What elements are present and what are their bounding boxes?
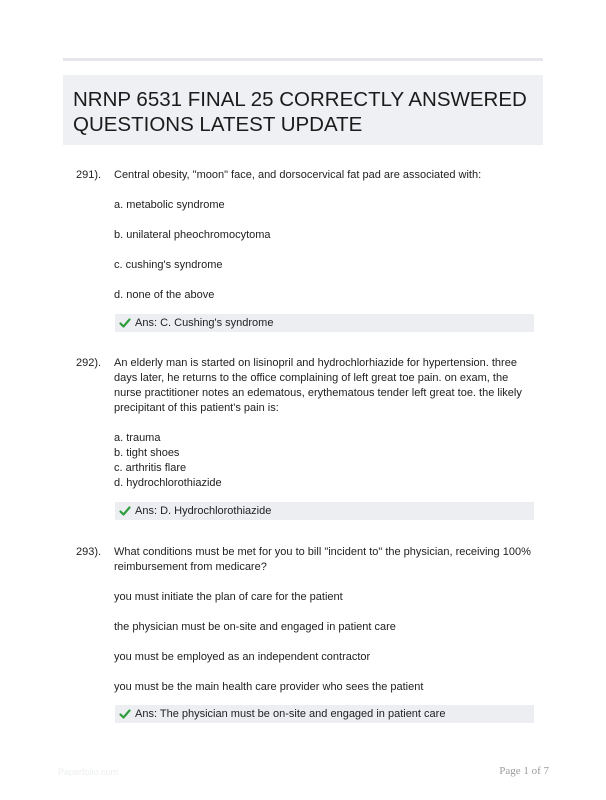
question-stem: An elderly man is started on lisinopril and hydrochlorhiazide for hypertension. three days later, he returns to the office complaining of left great toe pain. on exam, the nurse practitioner notes an edematous, erythematous tender left great toe. the likely precipitant of this patient's pain is:: [114, 357, 522, 414]
answer-text: Ans: D. Hydrochlorothiazide: [135, 505, 272, 517]
document-header: [63, 75, 543, 145]
document-title: NRNP 6531 FINAL 25 CORRECTLY ANSWERED QUESTIONS LATEST UPDATE: [73, 88, 527, 136]
question-body: [114, 356, 538, 416]
check-icon: [119, 317, 131, 329]
question-number: 293).: [76, 546, 102, 558]
answer-box: [115, 314, 534, 332]
option-item: b. tight shoes: [114, 447, 180, 459]
option-item: b. unilateral pheochromocytoma: [114, 229, 271, 241]
answer-box: [115, 502, 534, 520]
option-item: you must be employed as an independent contractor: [114, 651, 371, 663]
question-body: [114, 168, 538, 183]
footer-watermark: Paperfolio.com: [58, 767, 119, 777]
answer-text: Ans: C. Cushing's syndrome: [135, 317, 274, 329]
check-icon: [119, 708, 131, 720]
answer-box: [115, 705, 534, 723]
question-number: 291).: [76, 169, 102, 181]
check-icon: [119, 505, 131, 517]
question-stem: Central obesity, "moon" face, and dorsocervical fat pad are associated with:: [114, 169, 482, 181]
option-item: a. metabolic syndrome: [114, 199, 225, 211]
option-item: c. cushing's syndrome: [114, 259, 223, 271]
answer-text: Ans: The physician must be on-site and engaged in patient care: [135, 708, 446, 720]
option-item: you must initiate the plan of care for the patient: [114, 591, 343, 603]
option-item: d. none of the above: [114, 289, 215, 301]
question-number: 292).: [76, 357, 102, 369]
question-body: [114, 545, 538, 575]
top-divider: [63, 58, 543, 61]
option-item: you must be the main health care provider who sees the patient: [114, 681, 424, 693]
page-indicator: Page 1 of 7: [499, 765, 549, 777]
option-item: a. trauma: [114, 432, 161, 444]
option-item: c. arthritis flare: [114, 462, 187, 474]
option-item: the physician must be on-site and engaged in patient care: [114, 621, 396, 633]
question-stem: What conditions must be met for you to bill "incident to" the physician, receiving 100% reimbursement from medicare?: [114, 546, 531, 573]
option-item: d. hydrochlorothiazide: [114, 477, 222, 489]
